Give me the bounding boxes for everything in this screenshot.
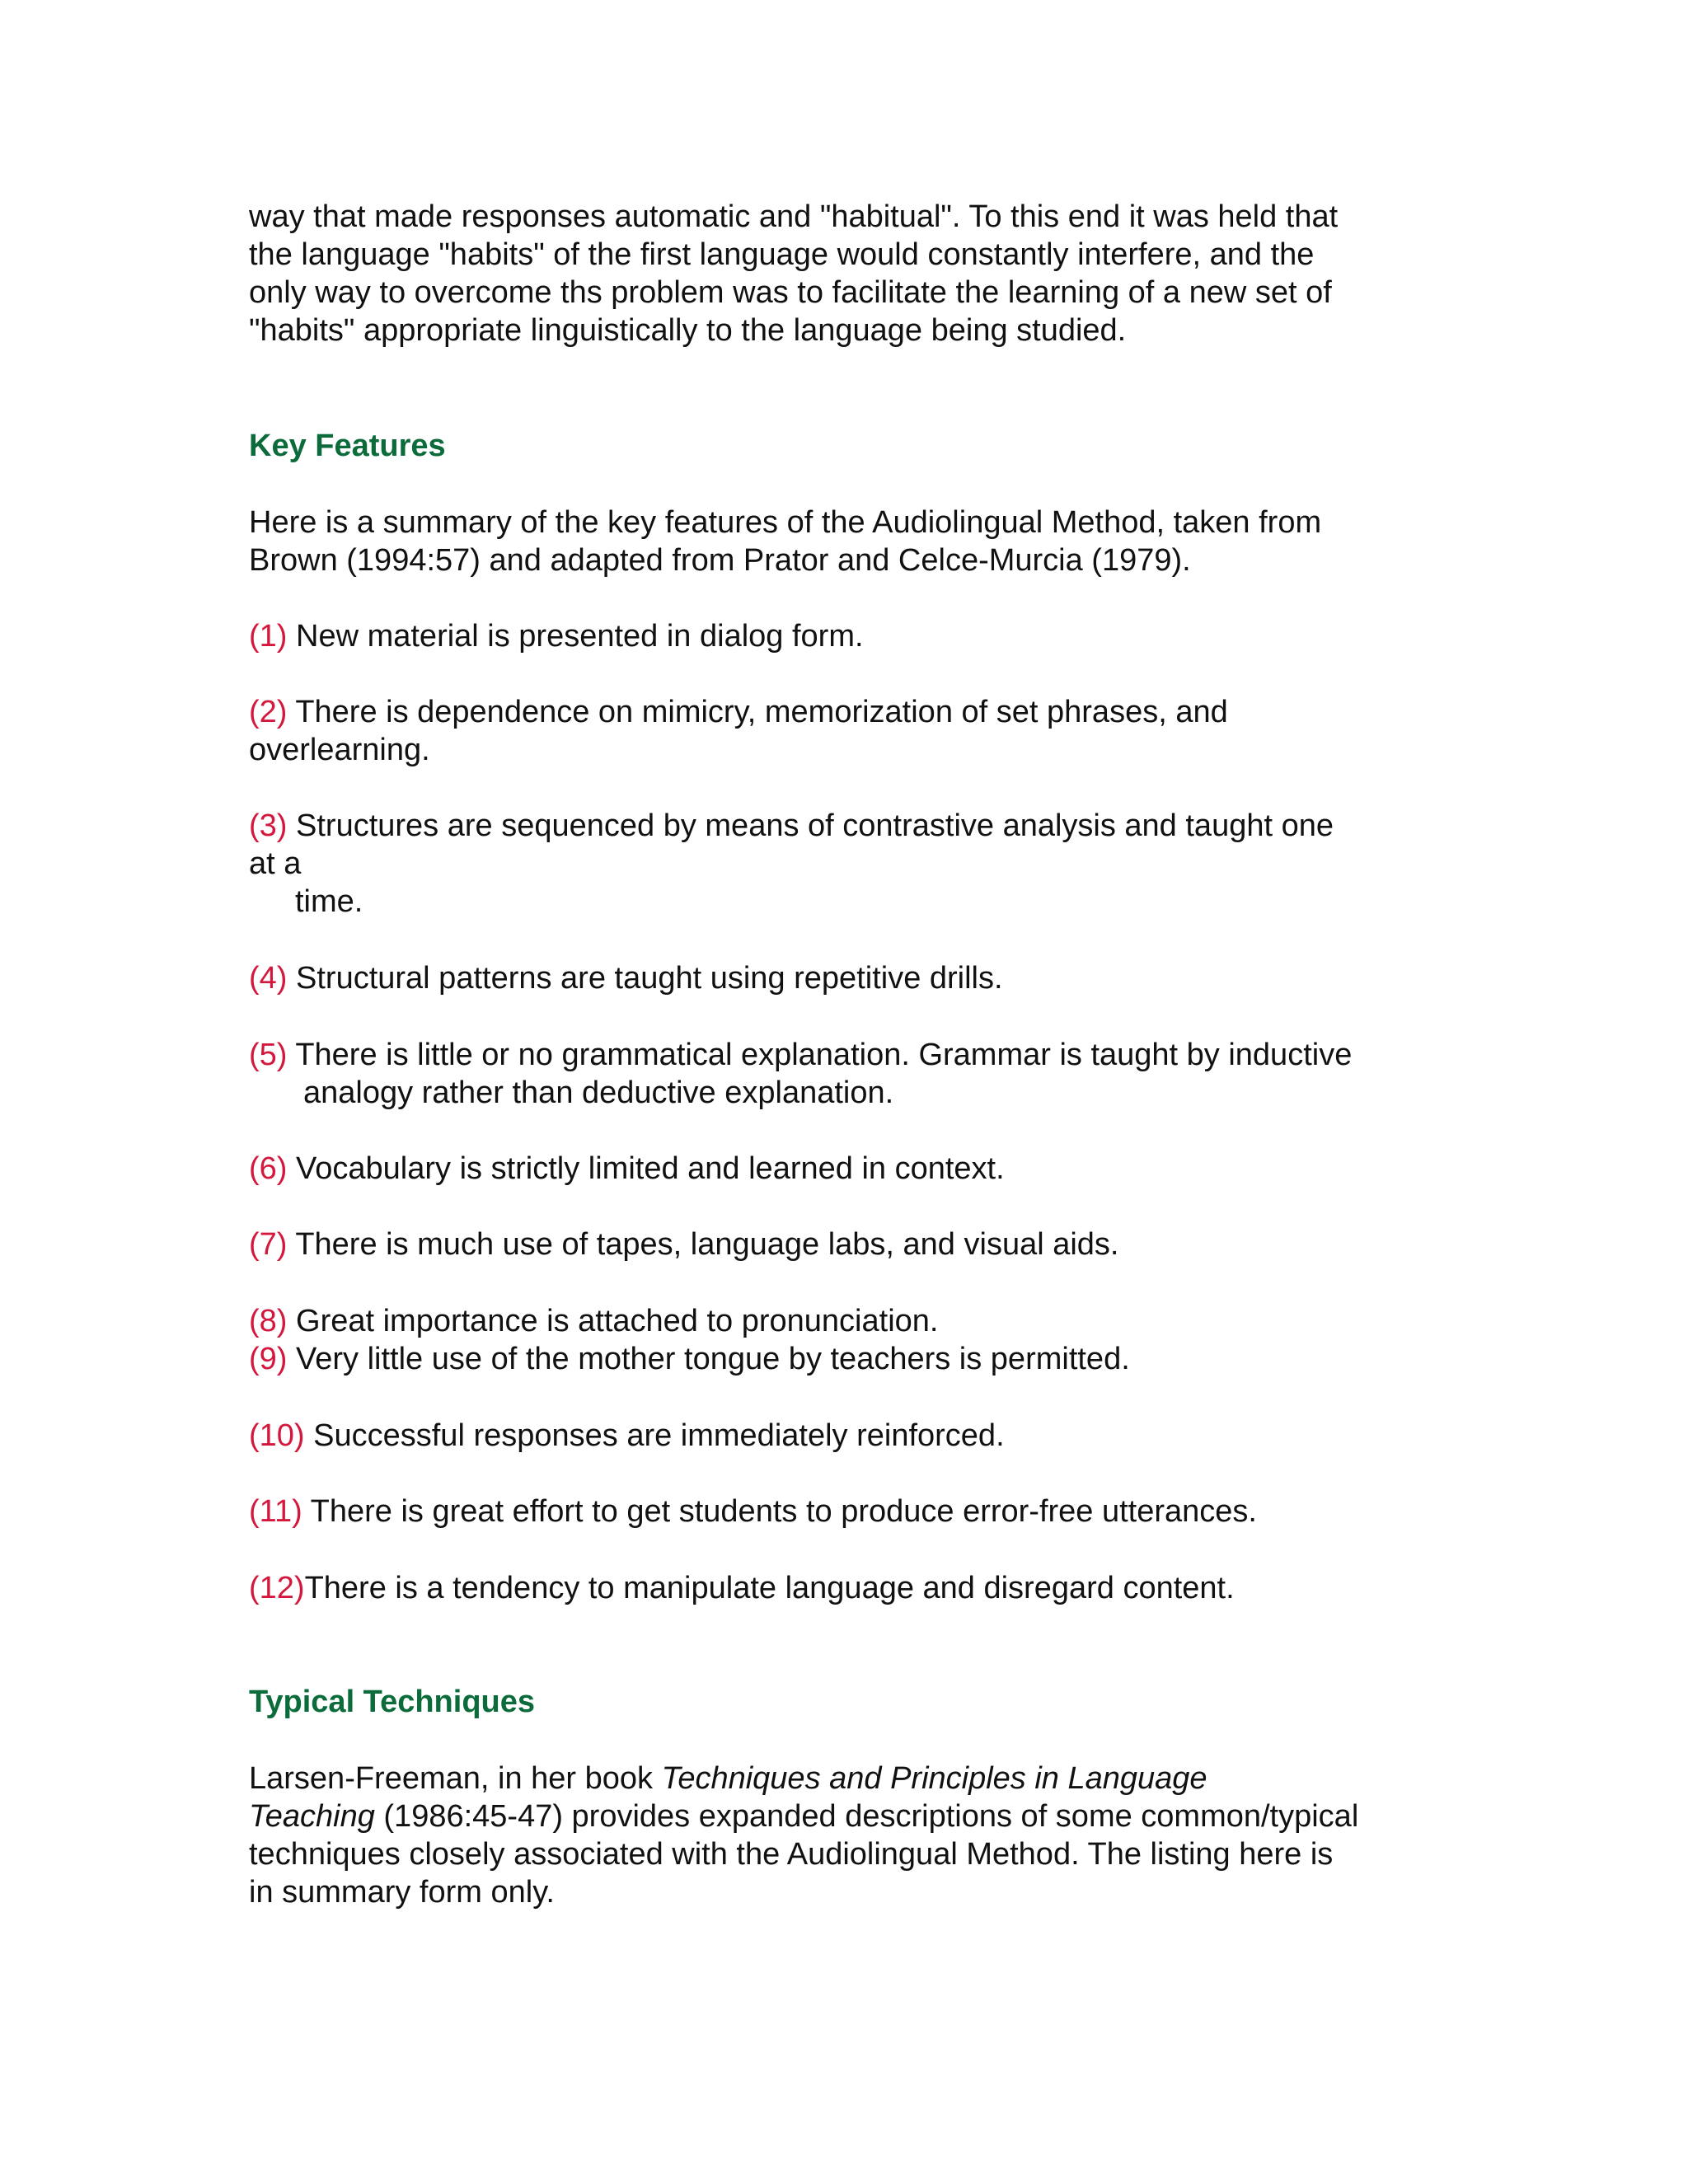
feature-number: (12) <box>249 1571 305 1605</box>
feature-text: Vocabulary is strictly limited and learned in context. <box>287 1151 1005 1186</box>
feature-number: (9) <box>249 1342 288 1376</box>
feature-item-12 <box>249 1569 1235 1607</box>
feature-text: Great importance is attached to pronunciation. <box>287 1304 939 1338</box>
tt-text: techniques closely associated with the Audiolingual Method. The listing here is <box>249 1837 1334 1872</box>
intro-line: way that made responses automatic and "habitual". To this end it was held that <box>249 199 1339 234</box>
key-features-heading: Key Features <box>249 429 446 463</box>
feature-number: (11) <box>249 1494 302 1529</box>
feature-item-9 <box>249 1340 1130 1378</box>
book-title: Teaching <box>249 1799 375 1834</box>
feature-item-4 <box>249 959 1003 997</box>
key-features-summary <box>249 504 1321 579</box>
feature-text: There is little or no grammatical explanation. Grammar is taught by inductive <box>287 1038 1353 1072</box>
feature-item-5 <box>249 1036 1352 1112</box>
feature-item-7 <box>249 1226 1118 1263</box>
feature-number: (7) <box>249 1227 288 1262</box>
tt-text: (1986:45-47) provides expanded descriptions of some common/typical <box>374 1799 1359 1834</box>
feature-item-11 <box>249 1493 1257 1530</box>
feature-item-3 <box>249 807 1334 921</box>
typical-techniques-paragraph <box>249 1760 1358 1911</box>
intro-line: only way to overcome ths problem was to facilitate the learning of a new set of <box>249 275 1332 310</box>
feature-text: New material is presented in dialog form. <box>287 619 864 654</box>
feature-text: Structural patterns are taught using repetitive drills. <box>287 961 1003 996</box>
feature-number: (8) <box>249 1304 288 1338</box>
feature-text: overlearning. <box>249 733 430 767</box>
feature-text: There is dependence on mimicry, memorization of set phrases, and <box>287 695 1228 729</box>
tt-text: Larsen-Freeman, in her book <box>249 1761 662 1796</box>
feature-item-8 <box>249 1302 938 1340</box>
intro-line: the language "habits" of the first language would constantly interfere, and the <box>249 237 1315 272</box>
book-title: Techniques and Principles in Language <box>661 1761 1207 1796</box>
feature-text: There is much use of tapes, language labs, and visual aids. <box>287 1227 1119 1262</box>
summary-line: Brown (1994:57) and adapted from Prator and Celce-Murcia (1979). <box>249 543 1191 578</box>
feature-item-6 <box>249 1150 1005 1188</box>
feature-number: (1) <box>249 619 288 654</box>
feature-text: at a <box>249 846 302 881</box>
feature-item-1 <box>249 617 864 655</box>
intro-line: "habits" appropriate linguistically to the language being studied. <box>249 313 1127 348</box>
typical-techniques-heading: Typical Techniques <box>249 1685 536 1719</box>
feature-text: Structures are sequenced by means of contrastive analysis and taught one <box>287 808 1334 843</box>
feature-item-2 <box>249 693 1228 769</box>
feature-text: Very little use of the mother tongue by teachers is permitted. <box>287 1342 1130 1376</box>
feature-number: (4) <box>249 961 288 996</box>
tt-text: in summary form only. <box>249 1875 555 1910</box>
feature-text: Successful responses are immediately reinforced. <box>304 1418 1005 1453</box>
feature-text: time. <box>295 884 363 919</box>
feature-number: (2) <box>249 695 288 729</box>
feature-item-10 <box>249 1417 1005 1455</box>
feature-text: There is a tendency to manipulate language and disregard content. <box>304 1571 1235 1605</box>
feature-number: (3) <box>249 808 288 843</box>
feature-text: analogy rather than deductive explanation. <box>303 1076 894 1110</box>
feature-number: (10) <box>249 1418 305 1453</box>
feature-number: (5) <box>249 1038 288 1072</box>
intro-paragraph <box>249 198 1338 349</box>
summary-line: Here is a summary of the key features of the Audiolingual Method, taken from <box>249 505 1322 540</box>
feature-text: There is great effort to get students to produce error-free utterances. <box>302 1494 1257 1529</box>
feature-number: (6) <box>249 1151 288 1186</box>
